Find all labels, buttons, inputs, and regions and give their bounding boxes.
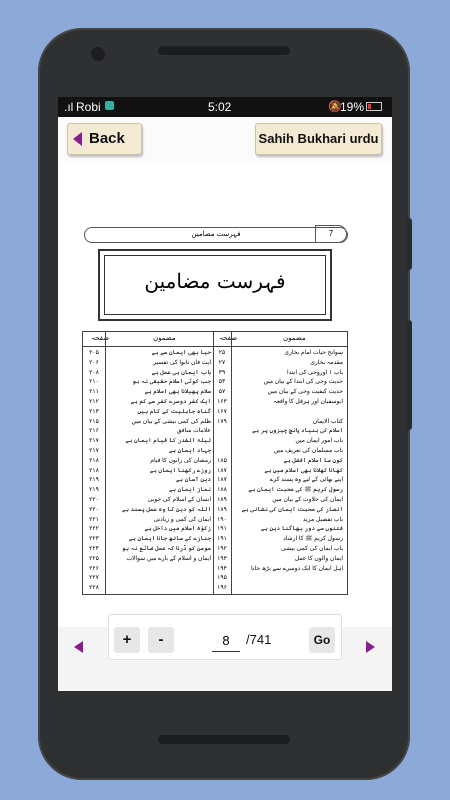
toc-item-right: انصار کی محبت ایمان کی نشانی ہے <box>241 506 343 513</box>
toc-item-right: باب امور ایمان میں <box>295 438 343 445</box>
toc-page-right: ۱۹۴ <box>217 565 227 572</box>
toc-item-right: باب ۱ اوروحی کی ابتدا <box>287 369 343 376</box>
toc-item-left: سلام پھیلانا بھی اسلام ہے <box>144 389 211 396</box>
toc-page-left: ۲۲۸ <box>89 585 99 592</box>
toc-page-left: ۲۲۶ <box>89 565 99 572</box>
book-title-button[interactable]: Sahih Bukhari urdu <box>255 123 382 155</box>
toc-page-left: ۲۱۰ <box>89 379 99 386</box>
toc-item-right: سوانح حیات امام بخاری <box>284 350 343 356</box>
toc-item-right: مقدمہ بخاری <box>310 359 343 366</box>
battery-percent: 19% <box>340 100 365 114</box>
toc-item-right: باب مسلمان کی تعریف میں <box>273 448 343 454</box>
top-speaker <box>158 46 290 55</box>
app-notification-icon <box>105 101 114 110</box>
page-controls <box>108 614 342 660</box>
toc-page-right: ۱۸۷ <box>217 467 227 474</box>
toc-page-left: ۲۲۰ <box>89 497 99 503</box>
toc-header-line <box>83 346 347 347</box>
book-page <box>58 161 392 627</box>
toc-item-left: انسان کے اسلام کی خوبی <box>147 497 211 503</box>
power-button <box>407 320 412 430</box>
toc-item-right: اسلام کی بنیاد پانچ چیزوں پر ہے <box>252 428 343 435</box>
toc-item-left: مومن کو ڈرنا کہ عمل ضائع نہ ہو <box>121 546 211 552</box>
back-arrow-icon <box>73 132 82 146</box>
toc-page-right: ۱۹۵ <box>217 575 227 582</box>
toc-item-left: جہاد ایمان ہے <box>168 448 211 454</box>
toc-item-left: جنازے کے ساتھ جانا ایمان ہے <box>128 536 211 543</box>
clock: 5:02 <box>208 100 232 114</box>
toc-col-subject-left: مضمون <box>153 335 176 342</box>
screen <box>58 97 392 691</box>
toc-page-right: ۳۹ <box>218 369 226 376</box>
status-bar <box>58 97 392 117</box>
toc-page-right: ۱۸۸ <box>217 487 227 494</box>
toc-item-right: ایمان والوں کا عمل <box>294 555 343 562</box>
toc-page-left: ۲۲۳ <box>89 536 99 543</box>
toc-page-right: ۵۳ <box>218 379 226 386</box>
toc-item-left: رمضان کی راتوں کا قیام <box>150 457 211 464</box>
toc-item-right: کون سا اسلام افضل ہے <box>283 457 343 464</box>
volume-button <box>407 218 412 270</box>
toc-item-left: آیت فان تابوا کی تفسیر <box>153 359 211 366</box>
zoom-in-button[interactable]: + <box>114 627 140 653</box>
toc-item-left: ایمان کی کمی و زیادتی <box>153 516 211 523</box>
back-button[interactable] <box>67 123 142 155</box>
toc-page-left: ۲۲۷ <box>89 575 99 582</box>
toc-page-left: ۲۰۸ <box>89 369 99 376</box>
toc-page-right: ۱۹۶ <box>217 585 227 592</box>
toc-divider <box>105 332 106 594</box>
page-number-input[interactable] <box>212 629 240 652</box>
back-label: Back <box>89 130 125 147</box>
signal-icon: .ıl <box>64 100 74 114</box>
toc-page-right: ۱۶۳ <box>217 399 227 405</box>
page-header: فہرست مضامین <box>84 227 348 243</box>
toc-item-left: روزے رکھنا ایمان ہے <box>149 467 211 474</box>
previous-page-arrow[interactable] <box>74 641 83 653</box>
toc-page-left: ۲۱۳ <box>89 408 99 415</box>
toc-page-right: ۱۹۱ <box>217 536 227 543</box>
toc-item-left: نماز ایمان ہے <box>168 487 211 494</box>
toc-page-left: ۲۱۲ <box>89 399 99 405</box>
toc-page-right: ۱۹۲ <box>217 546 227 552</box>
front-camera <box>91 47 105 61</box>
toc-item-right: ابوسفیان اور ہرقل کا واقعہ <box>273 399 343 405</box>
toc-item-left: ظلم کی کمی بیشی کے بیان میں <box>131 418 211 425</box>
toc-page-right: ۲۷ <box>218 359 226 366</box>
toc-page-left: ۲۲۴ <box>89 546 99 552</box>
toc-page-left: ۲۱۸ <box>89 457 99 464</box>
toc-item-right: فتنوں سے دور بھاگنا دین ہے <box>260 526 343 533</box>
toc-item-left: ایمان و اسلام کے بارے میں سوالات <box>126 555 211 562</box>
toc-page-left: ۲۲۲ <box>89 526 99 533</box>
toc-page-left: ۲۱۵ <box>89 418 99 425</box>
toc-page-right: ۱۶۷ <box>217 408 227 415</box>
bottom-speaker <box>158 735 290 744</box>
toc-page-right: ۱۷۹ <box>217 418 227 425</box>
toc-item-right: اہل ایمان کا ایک دوسرے سے بڑھ جانا <box>251 565 343 572</box>
next-page-arrow[interactable] <box>366 641 375 653</box>
toc-item-left: لیلۃ القدر کا قیام ایمان ہے <box>125 438 211 445</box>
toc-item-left: دین آسان ہے <box>176 477 211 484</box>
battery-icon <box>366 102 382 111</box>
total-pages: /741 <box>246 632 272 647</box>
toc-item-right: كتاب الایمان <box>312 418 343 425</box>
toc-item-right: کھانا کھلانا بھی اسلام میں ہے <box>264 467 343 474</box>
toc-page-left: ۲۰۶ <box>89 359 99 366</box>
toc-col-subject-right: مضمون <box>283 335 306 342</box>
page-number: 7 <box>315 225 347 243</box>
app-bar <box>58 117 392 161</box>
toc-item-left: باب ایمان ہی عمل ہے <box>151 369 211 376</box>
toc-page-left: ۲۱۶ <box>89 428 99 435</box>
mute-icon: 🔕 <box>328 101 342 113</box>
toc-col-page-right: صفحہ <box>219 335 238 342</box>
toc-page-left: ۲۱۹ <box>89 487 99 494</box>
toc-page-right: ۲۵ <box>218 350 226 356</box>
toc-item-left: جب کوئی اسلام حقیقی نہ ہو <box>132 379 211 386</box>
toc-item-right: اپنے بھائی کے لیے وہ پسند کرے <box>269 477 343 484</box>
toc-page-right: ۱۹۰ <box>217 516 227 523</box>
toc-item-right: حدیث وحی کی ابتدا کے بیان میں <box>263 379 343 386</box>
toc-page-right: ۱۹۳ <box>217 555 227 562</box>
toc-item-left: اللہ کو دین کا وہ عمل پسند ہے <box>121 506 211 513</box>
toc-item-right: رسول کریم ﷺ کا ارشاد <box>283 536 343 543</box>
toc-page-left: ۲۱۹ <box>89 477 99 484</box>
toc-item-left: زکوٰۃ اسلام میں داخل ہے <box>144 526 211 533</box>
toc-item-right: ایمان کی حلاوت کے بیان میں <box>272 497 343 503</box>
toc-item-left: ایک کفر دوسرے کفر سے کم ہے <box>130 399 211 405</box>
banner-title: فہرست مضامین <box>144 269 286 293</box>
zoom-out-button[interactable]: - <box>148 627 174 653</box>
toc-divider <box>231 332 232 594</box>
toc-page-right: ۱۸۹ <box>217 497 227 503</box>
toc-page-right: ۱۸۹ <box>217 506 227 513</box>
toc-page-left: ۲۲۵ <box>89 555 99 562</box>
toc-page-left: ۲۰۵ <box>89 350 99 356</box>
toc-item-left: حیا بھی ایمان سے ہے <box>151 350 211 356</box>
toc-item-left: گناہ جاہلیت کے کام ہیں <box>137 408 211 415</box>
toc-col-page-left: صفحہ <box>91 335 110 342</box>
toc-page-right: ۵۷ <box>218 389 226 396</box>
toc-page-right: ۱۸۵ <box>217 457 227 464</box>
toc-page-left: ۲۱۷ <box>89 438 99 445</box>
title-banner <box>98 249 332 321</box>
toc-page-right: ۱۹۱ <box>217 526 227 533</box>
toc-item-right: حدیث کیفیت وحی کے بیان میں <box>267 389 343 396</box>
toc-item-right: باب تفصیل مزید <box>302 516 343 523</box>
toc-page-left: ۲۱۸ <box>89 467 99 474</box>
toc-page-left: ۲۱۱ <box>89 389 99 396</box>
table-of-contents <box>82 331 348 595</box>
toc-item-right: رسول کریم ﷺ کی محبت ایمان ہے <box>248 487 343 494</box>
toc-page-left: ۲۲۱ <box>89 516 99 523</box>
toc-page-right: ۱۸۷ <box>217 477 227 484</box>
carrier-label: Robi <box>76 100 101 114</box>
go-button[interactable]: Go <box>309 627 335 653</box>
toc-item-left: علامات منافق <box>176 428 211 435</box>
toc-item-right: باب ایمان کی کمی بیشی <box>281 546 343 552</box>
toc-page-left: ۲۱۷ <box>89 448 99 454</box>
toc-page-left: ۲۲۰ <box>89 506 99 513</box>
